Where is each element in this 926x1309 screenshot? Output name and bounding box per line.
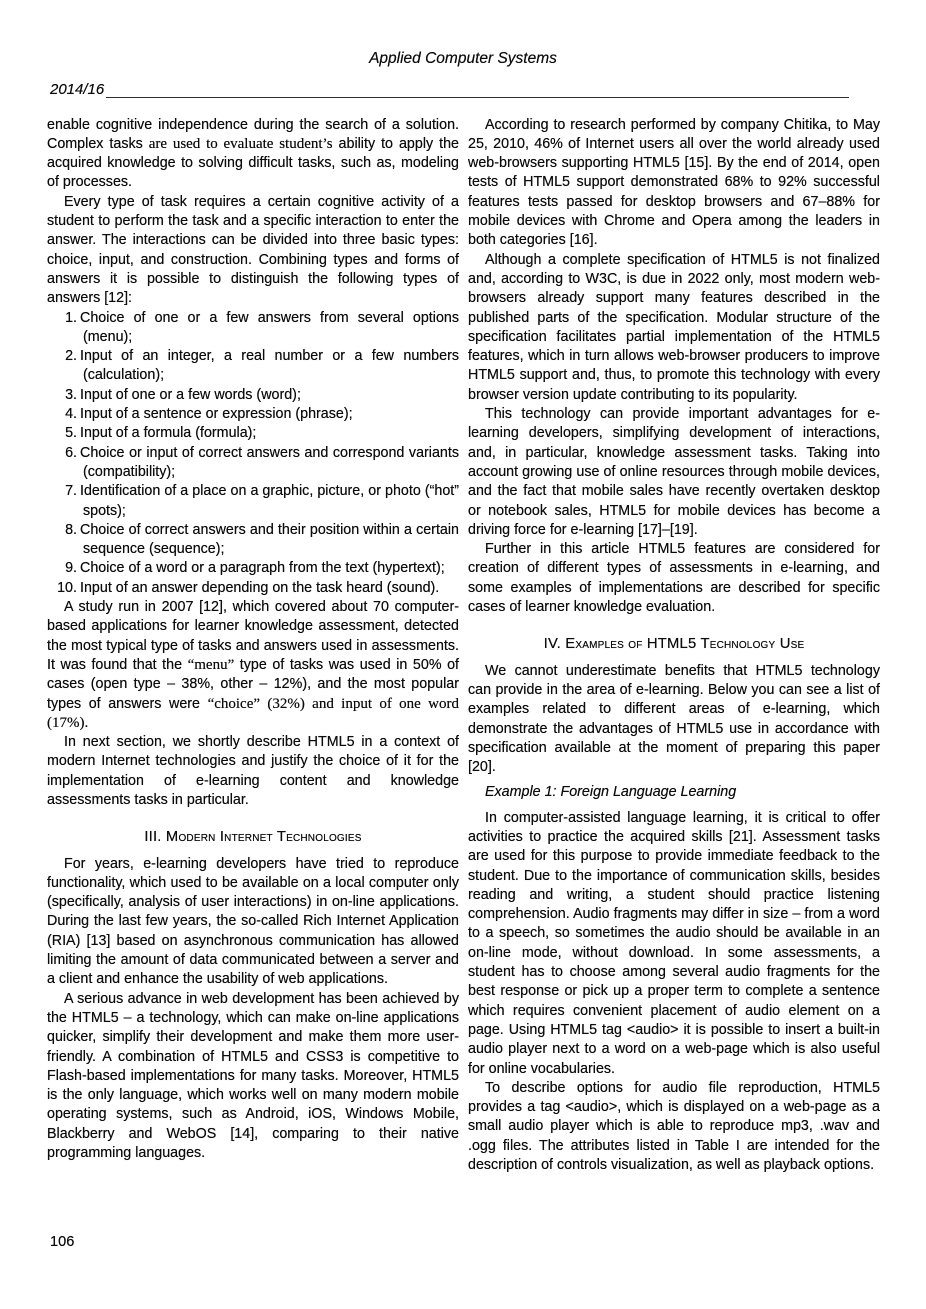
page-number: 106 [50, 1234, 75, 1250]
list-item: Choice of correct answers and their position within a certain sequence (sequence); [80, 521, 459, 558]
list-item: Choice of one or a few answers from several options (menu); [80, 309, 459, 345]
text-run: enable cognitive independence during the search of a solution. Complex tasks [47, 116, 459, 152]
text-run: A study run in 2007 [12], which covered about 70 computer-based applications for learner knowledge assessment, detected the most typical type of tasks and answers used in assessments. It was found that the [47, 599, 459, 673]
serif-text-run: “menu” [187, 656, 235, 673]
paragraph: According to research performed by company Chitika, to May 25, 2010, 46% of Internet users all over the world already used web-browsers supporting HTML5 [15]. By the end of 2014, open tests of HTML5 support demonstrated 68% to 92% successful features tests passed for desktop browsers and 67–88% for mobile devices with Chrome and Opera among the leaders in both categories [16]. [468, 116, 880, 249]
paragraph: A serious advance in web development has been achieved by the HTML5 – a technology, which can make on-line applications quicker, simplify their development and make them more user-friendly. A combination of HTML5 and CSS3 is competitive to Flash-based implementations for many tasks. Moreover, HTML5 is the only language, which works well on many modern mobile operating systems, such as Android, iOS, Windows Mobile, Blackberry and WebOS [14], comparing to their native programming languages. [47, 990, 459, 1162]
paragraph: Although a complete specification of HTML5 is not finalized and, according to W3C, is due in 2022 only, most modern web-browsers already support many features described in the published parts of the specification. Modular structure of the specification facilitates partial implementation of the HTML5 features, which in turn allows web-browser producers to improve HTML5 support and, thus, to promote this technology with every browser version update contributing to its popularity. [468, 251, 880, 403]
paragraph: Every type of task requires a certain cognitive activity of a student to perform the task and a specific interaction to enter the answer. The interactions can be divided into three basic types: choice, input, and construction. Combining types and forms of answers it is possible to distinguish the following types of answers [12]: [47, 193, 459, 307]
paragraph: For years, e-learning developers have tried to reproduce functionality, which used to be available on a local computer only (specifically, analysis of user interactions) in on-line applications. During the last few years, the so-called Rich Internet Application (RIA) [13] based on asynchronous communication has allowed limiting the amount of data communicated between a server and a client and enhance the usability of web applications. [47, 855, 459, 988]
list-item: Identification of a place on a graphic, picture, or photo (“hot” spots); [80, 483, 459, 519]
paragraph: In computer-assisted language learning, it is critical to offer activities to practice the acquired skills [21]. Assessment tasks are used for this purpose to provide immediate feedback to the student. Due to the importance of communication skills, besides reading and writing, a student should practice listening comprehension. Audio fragments may differ in size – from a word to a speech, so sometimes the audio should be available in an on-line mode, without download. In some assessments, a student has to choose among several audio fragments for the best response or pick up a proper term to complete a sentence which requires convenient placement of audio element on a page. Using HTML5 tag <audio> it is possible to insert a built-in audio player next to a word on a web-page which is also useful for online vocabularies. [468, 809, 880, 1077]
example-1-heading: Example 1: Foreign Language Learning [485, 784, 737, 801]
paragraph: We cannot underestimate benefits that HTML5 technology can provide in the area of e-learning. Below you can see a list of examples related to different areas of e-learning, which demonstrate the advantages of HTML5 use in accordance with specification available at the moment of preparing this paper [20]. [468, 662, 880, 776]
list-item: Input of an answer depending on the task heard (sound). [80, 579, 440, 596]
journal-title: Applied Computer Systems [369, 50, 557, 67]
section-heading-iv: IV. Examples of HTML5 Technology Use [543, 636, 805, 653]
list-item: Input of a sentence or expression (phrase); [80, 406, 353, 423]
right-column [468, 116, 880, 1176]
two-column-body [47, 116, 880, 1176]
answer-types-list [47, 309, 459, 598]
text-run: ability to apply the acquired knowledge to solving difficult tasks, such as, modeling of processes. [47, 135, 460, 191]
paragraph-continuation [47, 116, 459, 193]
serif-text-run: are used to evaluate student’s [148, 135, 333, 152]
text-run: type of tasks was used in 50% of cases (open type – 38%, other – 12%), and the most popular types of answers were [47, 656, 459, 712]
paragraph: Further in this article HTML5 features are considered for creation of different types of assessments in e-learning, and some examples of implementations are described for specific cases of learner knowledge evaluation. [468, 541, 880, 616]
list-item: Input of an integer, a real number or a few numbers (calculation); [80, 348, 459, 384]
section-heading-iii: III. Modern Internet Technologies [144, 829, 362, 846]
issue-row [50, 80, 849, 99]
paragraph: In next section, we shortly describe HTML5 in a context of modern Internet technologies and justify the choice of it for the implementation of e-learning content and knowledge assessments tasks in particular. [47, 734, 459, 808]
header-rule [106, 97, 849, 98]
list-item: Input of a formula (formula); [80, 425, 257, 442]
issue-label: 2014/16 [50, 81, 105, 99]
paragraph: To describe options for audio file reproduction, HTML5 provides a tag <audio>, which is displayed on a web-page as a small audio player which is able to reproduce mp3, .wav and .ogg files. The attributes listed in Table I are intended for the description of controls visualization, as well as playback options. [468, 1079, 880, 1174]
paragraph: This technology can provide important advantages for e-learning developers, simplifying development of interactions, and, in particular, knowledge assessment tasks. Taking into account growing use of online resources through mobile devices, and the fact that mobile sales have recently overtaken desktop or notebook sales, HTML5 for mobile devices has become a driving force for e-learning [17]–[19]. [468, 406, 880, 538]
list-item: Choice of a word or a paragraph from the text (hypertext); [80, 560, 445, 577]
list-item: Input of one or a few words (word); [80, 386, 301, 403]
list-item: Choice or input of correct answers and correspond variants (compatibility); [80, 444, 459, 480]
serif-text-run: “choice” (32%) and input of one word (17%). [47, 695, 459, 731]
paragraph [47, 598, 459, 733]
left-column [47, 116, 459, 1176]
